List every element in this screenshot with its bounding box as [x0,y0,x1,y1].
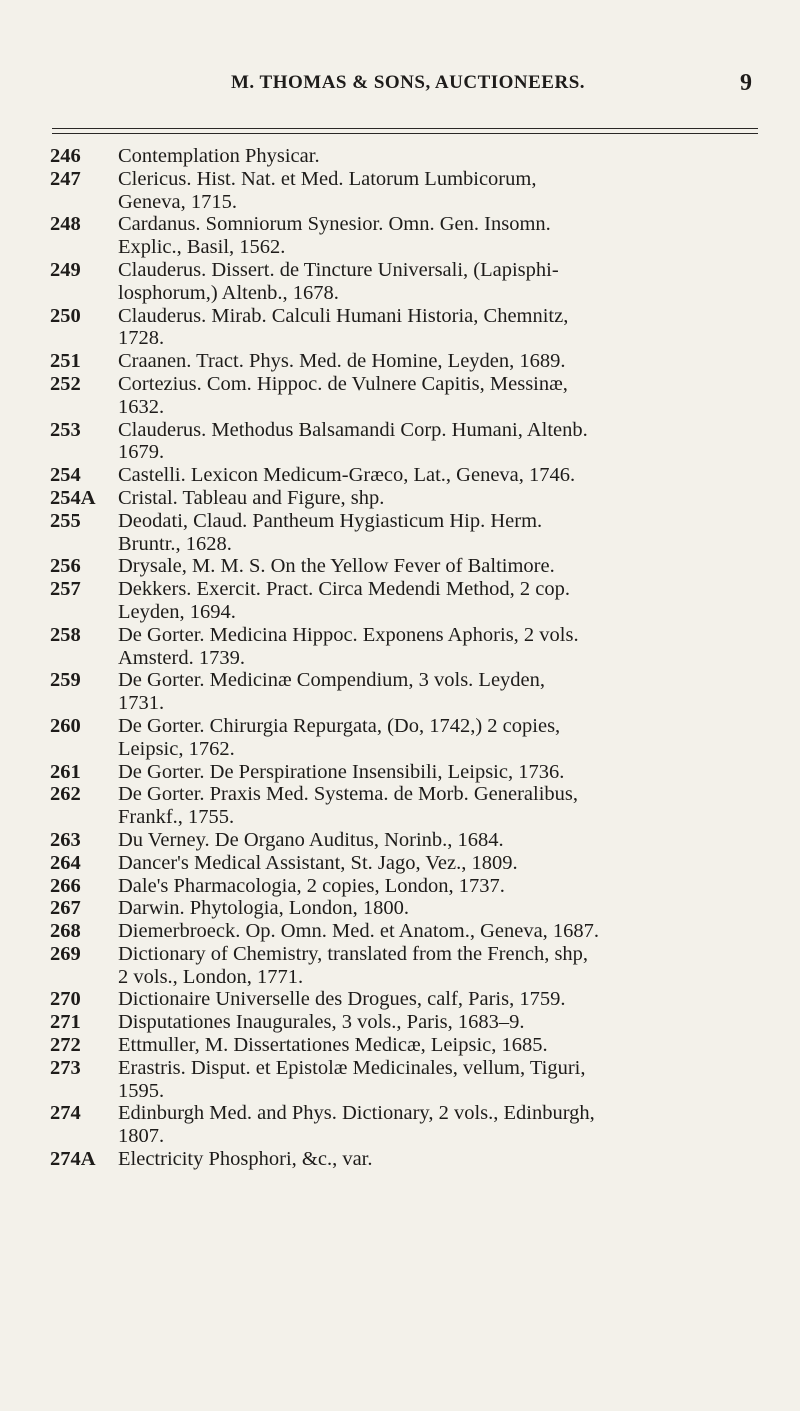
lot-number: 258 [50,623,81,646]
header-rule [52,128,758,129]
catalog-entry [50,669,770,715]
lot-description-continued: 1731. [118,692,165,715]
lot-description: De Gorter. Medicina Hippoc. Exponens Aphoris, 2 vols. [118,623,579,646]
lot-number: 267 [50,897,81,920]
lot-description: Darwin. Phytologia, London, 1800. [118,897,409,920]
lot-description-continued: 2 vols., London, 1771. [118,965,304,988]
lot-number: 246 [50,145,81,167]
lot-description-continued: 1595. [118,1079,165,1102]
lot-description: Edinburgh Med. and Phys. Dictionary, 2 vols., Edinburgh, [118,1102,595,1125]
catalog-entry [50,1057,770,1103]
lot-number: 274 [50,1102,81,1125]
lot-description: Dictionaire Universelle des Drogues, calf, Paris, 1759. [118,988,566,1011]
page-number: 9 [740,70,752,96]
lot-number: 273 [50,1056,81,1079]
lot-number: 271 [50,1011,81,1034]
lot-description: Clauderus. Mirab. Calculi Humani Historia, Chemnitz, [118,304,569,327]
lot-number: 260 [50,714,81,737]
page-header [58,72,758,106]
catalog-entry [50,988,770,1011]
lot-description: Erastris. Disput. et Epistolæ Medicinales, vellum, Tiguri, [118,1056,586,1079]
lot-description: Contemplation Physicar. [118,145,320,167]
running-title: M. THOMAS & SONS, AUCTIONEERS. [230,72,586,93]
lot-number: 272 [50,1034,81,1057]
catalog-entry [50,168,770,214]
lot-description: Clauderus. Dissert. de Tincture Universali, (Lapisphi- [118,258,559,281]
lot-number: 270 [50,988,81,1011]
catalog-entry [50,943,770,989]
catalog-entry [50,783,770,829]
catalog-entry [50,578,770,624]
lot-description-continued: Amsterd. 1739. [118,646,245,669]
catalog-entry [50,897,770,920]
lot-number: 250 [50,304,81,327]
lot-description: Dancer's Medical Assistant, St. Jago, Vez., 1809. [118,851,518,874]
lot-description: Craanen. Tract. Phys. Med. de Homine, Leyden, 1689. [118,350,566,373]
lot-description-continued: Leipsic, 1762. [118,737,235,760]
lot-description-continued: Explic., Basil, 1562. [118,236,286,259]
lot-description: Dictionary of Chemistry, translated from the French, shp, [118,942,589,965]
catalog-entry [50,373,770,419]
catalog-entry [50,920,770,943]
catalog-entry [50,875,770,898]
lot-description: Clericus. Hist. Nat. et Med. Latorum Lumbicorum, [118,167,537,190]
lot-description: De Gorter. Medicinæ Compendium, 3 vols. Leyden, [118,669,546,692]
lot-description: Cortezius. Com. Hippoc. de Vulnere Capitis, Messinæ, [118,372,568,395]
lot-description-continued: 1807. [118,1125,165,1148]
lot-number: 264 [50,851,81,874]
header-rule-thin [52,133,758,134]
catalog-entry [50,1011,770,1034]
catalog-entry [50,305,770,351]
lot-number: 263 [50,828,81,851]
lot-description: Deodati, Claud. Pantheum Hygiasticum Hip. Herm. [118,509,543,532]
lot-description-continued: Bruntr., 1628. [118,532,232,555]
lot-description: Du Verney. De Organo Auditus, Norinb., 1684. [118,828,504,851]
lot-description: Dekkers. Exercit. Pract. Circa Medendi Method, 2 cop. [118,578,571,601]
lot-number: 253 [50,418,81,441]
catalog-entry [50,259,770,305]
lot-description: De Gorter. De Perspiratione Insensibili, Leipsic, 1736. [118,760,565,783]
lot-number: 259 [50,669,81,692]
lot-number: 262 [50,783,81,806]
catalog-entry [50,852,770,875]
lot-number: 261 [50,760,81,783]
lot-description: Disputationes Inaugurales, 3 vols., Paris, 1683–9. [118,1011,525,1034]
lot-number: 274A [50,1148,96,1171]
lot-description: Ettmuller, M. Dissertationes Medicæ, Leipsic, 1685. [118,1034,548,1057]
lot-description: Cristal. Tableau and Figure, shp. [118,486,385,509]
catalog-entry [50,1034,770,1057]
lot-number: 256 [50,555,81,578]
lot-description: De Gorter. Chirurgia Repurgata, (Do, 1742,) 2 copies, [118,714,561,737]
catalog-entry [50,464,770,487]
catalog-entry [50,213,770,259]
lot-description: Dale's Pharmacologia, 2 copies, London, 1737. [118,874,505,897]
lot-number: 251 [50,350,81,373]
lot-description: Cardanus. Somniorum Synesior. Omn. Gen. Insomn. [118,213,551,236]
lot-description: De Gorter. Praxis Med. Systema. de Morb. Generalibus, [118,783,579,806]
catalog-entry [50,350,770,373]
lot-number: 266 [50,874,81,897]
lot-description-continued: 1632. [118,395,165,418]
catalog-entry [50,510,770,556]
lot-number: 252 [50,372,81,395]
lot-number: 257 [50,578,81,601]
lot-number: 254A [50,486,96,509]
lot-description-continued: Leyden, 1694. [118,600,236,623]
lot-description: Electricity Phosphori, &c., var. [118,1148,373,1171]
lot-number: 255 [50,509,81,532]
catalog-entry [50,145,770,168]
lot-description-continued: Frankf., 1755. [118,806,235,829]
catalog-entry [50,487,770,510]
lot-description-continued: losphorum,) Altenb., 1678. [118,281,339,304]
catalog-entry [50,761,770,784]
catalog-entry-list [50,145,770,1171]
catalog-entry [50,555,770,578]
lot-number: 268 [50,920,81,943]
catalog-entry [50,419,770,465]
lot-description-continued: 1728. [118,327,165,350]
lot-description: Drysale, M. M. S. On the Yellow Fever of Baltimore. [118,555,555,578]
lot-number: 249 [50,258,81,281]
lot-description: Diemerbroeck. Op. Omn. Med. et Anatom., Geneva, 1687. [118,920,600,943]
lot-description-continued: 1679. [118,441,165,464]
lot-description: Clauderus. Methodus Balsamandi Corp. Humani, Altenb. [118,418,588,441]
catalog-entry [50,1102,770,1148]
lot-number: 247 [50,167,81,190]
lot-number: 269 [50,942,81,965]
catalog-entry [50,624,770,670]
catalog-entry [50,1148,770,1171]
lot-number: 254 [50,464,81,487]
lot-description-continued: Geneva, 1715. [118,190,237,213]
lot-number: 248 [50,213,81,236]
catalog-entry [50,829,770,852]
lot-description: Castelli. Lexicon Medicum-Græco, Lat., Geneva, 1746. [118,464,576,487]
catalog-entry [50,715,770,761]
